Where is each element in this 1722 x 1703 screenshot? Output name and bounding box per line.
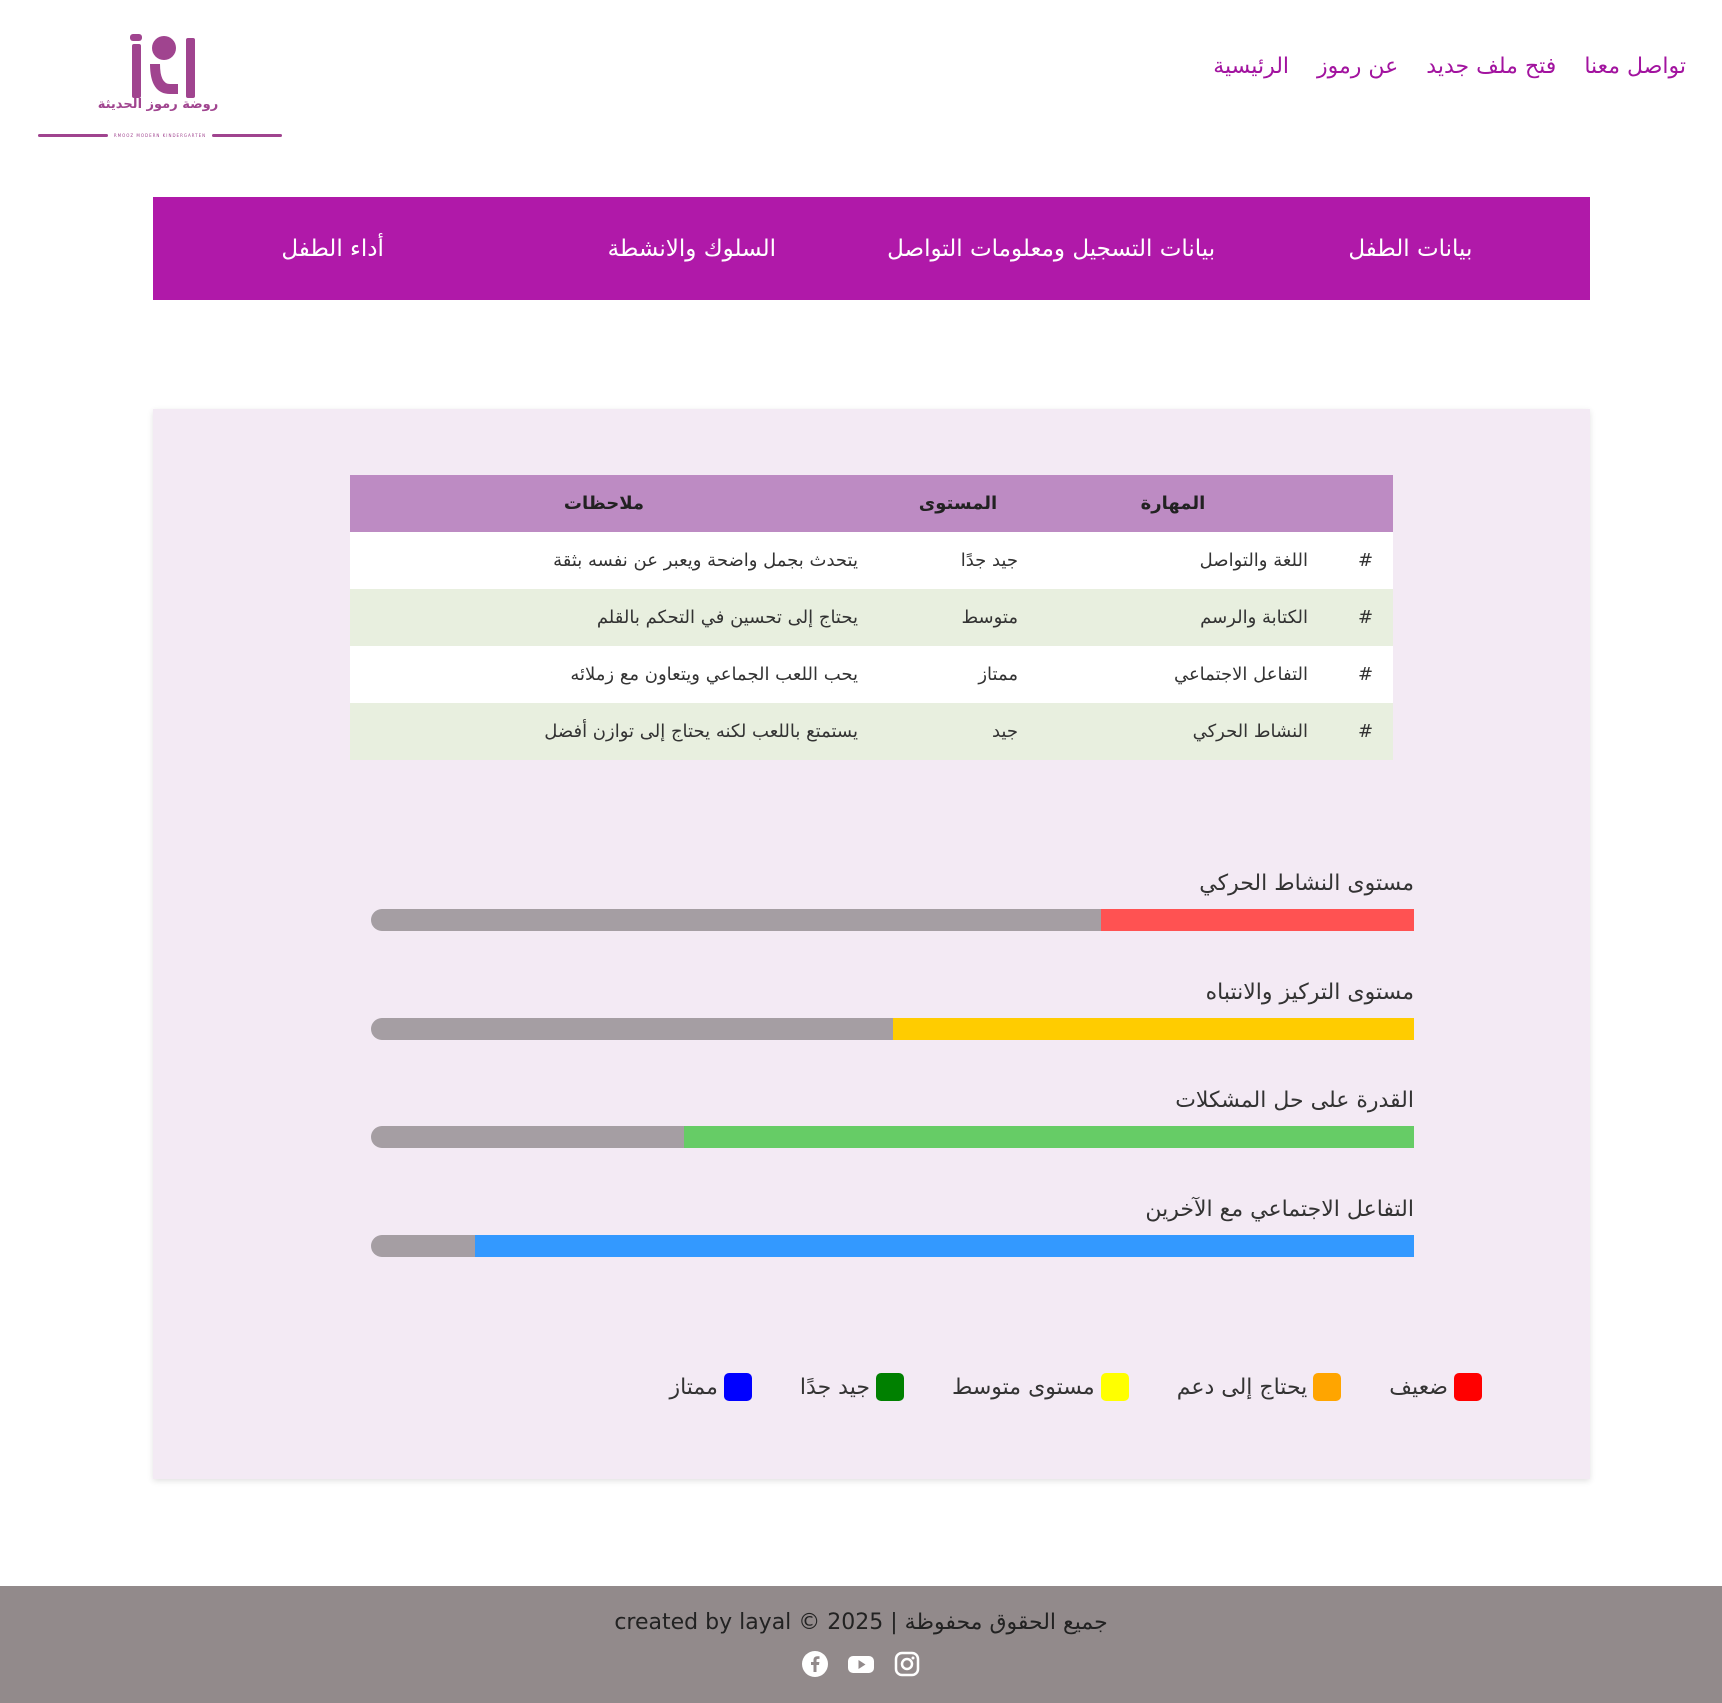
logo-line-left — [38, 134, 108, 137]
legend-label: يحتاج إلى دعم — [1176, 1374, 1308, 1400]
row-skill: النشاط الحركي — [1038, 703, 1338, 760]
legend-label: ممتاز — [669, 1374, 718, 1400]
row-level: ممتاز — [898, 646, 1038, 703]
progress-fill — [893, 1018, 1415, 1040]
row-num: # — [1338, 589, 1393, 646]
progress-social — [371, 1193, 1414, 1257]
legend-item-very-good — [800, 1373, 904, 1401]
tab-child-data[interactable]: بيانات الطفل — [1348, 235, 1473, 262]
row-skill: الكتابة والرسم — [1038, 589, 1338, 646]
top-nav — [1213, 54, 1686, 79]
row-skill: اللغة والتواصل — [1038, 532, 1338, 589]
progress-track — [371, 1018, 1414, 1040]
row-notes: يحتاج إلى تحسين في التحكم بالقلم — [350, 589, 898, 646]
progress-label: القدرة على حل المشكلات — [1175, 1088, 1414, 1113]
progress-focus — [371, 976, 1414, 1040]
tab-behavior[interactable]: السلوك والانشطة — [607, 235, 777, 262]
row-notes: يتحدث بجمل واضحة ويعبر عن نفسه بثقة — [350, 532, 898, 589]
table-row — [350, 703, 1393, 760]
row-level: متوسط — [898, 589, 1038, 646]
progress-label: مستوى التركيز والانتباه — [1205, 980, 1414, 1005]
nav-new-file[interactable]: فتح ملف جديد — [1426, 54, 1557, 79]
legend-label: مستوى متوسط — [951, 1374, 1095, 1400]
nav-home[interactable]: الرئيسية — [1213, 54, 1290, 79]
nav-contact[interactable]: تواصل معنا — [1584, 54, 1686, 79]
progress-track — [371, 1235, 1414, 1257]
row-skill: التفاعل الاجتماعي — [1038, 646, 1338, 703]
table-header-row — [350, 475, 1393, 532]
table-row — [350, 589, 1393, 646]
nav-about[interactable]: عن رموز — [1317, 54, 1399, 79]
skills-table — [350, 475, 1393, 760]
legend-swatch — [876, 1373, 904, 1401]
social-links — [0, 1650, 1722, 1678]
progress-motor — [371, 867, 1414, 931]
legend-swatch — [1454, 1373, 1482, 1401]
legend-item-average — [952, 1373, 1129, 1401]
performance-panel — [153, 409, 1590, 1479]
progress-track — [371, 1126, 1414, 1148]
logo-subtitle: RMOOZ MODERN KINDERGARTEN — [113, 132, 207, 138]
logo-subtitle-row — [38, 130, 282, 140]
header-level: المستوى — [898, 475, 1038, 532]
legend-label: ضعيف — [1389, 1374, 1448, 1400]
row-notes: يحب اللعب الجماعي ويتعاون مع زملائه — [350, 646, 898, 703]
progress-fill — [475, 1235, 1414, 1257]
instagram-icon[interactable] — [893, 1650, 921, 1678]
progress-fill — [1101, 909, 1414, 931]
logo-mark-icon — [130, 34, 214, 100]
row-level: جيد جدًا — [898, 532, 1038, 589]
row-num: # — [1338, 532, 1393, 589]
logo-title: روضة رموز الحديثة — [97, 97, 219, 112]
facebook-icon[interactable] — [801, 1650, 829, 1678]
legend-swatch — [1313, 1373, 1341, 1401]
logo-line-right — [212, 134, 282, 137]
table-row — [350, 646, 1393, 703]
header-notes: ملاحظات — [350, 475, 898, 532]
legend-item-needs-support — [1177, 1373, 1342, 1401]
header-num — [1338, 475, 1393, 532]
legend-item-weak — [1389, 1373, 1482, 1401]
row-num: # — [1338, 703, 1393, 760]
tab-performance[interactable]: أداء الطفل — [281, 235, 384, 262]
progress-track — [371, 909, 1414, 931]
table-row — [350, 532, 1393, 589]
legend-item-excellent — [669, 1373, 751, 1401]
progress-problem-solving — [371, 1084, 1414, 1148]
tab-registration[interactable]: بيانات التسجيل ومعلومات التواصل — [887, 235, 1216, 262]
footer-copyright: جميع الحقوق محفوظة | created by layal © 2025 — [614, 1610, 1108, 1635]
legend-swatch — [724, 1373, 752, 1401]
row-notes: يستمتع باللعب لكنه يحتاج إلى توازن أفضل — [350, 703, 898, 760]
header-skill: المهارة — [1038, 475, 1338, 532]
legend-label: جيد جدًا — [799, 1374, 870, 1400]
tabs-bar — [153, 197, 1590, 300]
progress-fill — [684, 1126, 1414, 1148]
youtube-icon[interactable] — [847, 1650, 875, 1678]
row-level: جيد — [898, 703, 1038, 760]
legend — [669, 1373, 1482, 1401]
footer — [0, 1586, 1722, 1703]
progress-label: التفاعل الاجتماعي مع الآخرين — [1145, 1197, 1414, 1222]
logo[interactable] — [22, 22, 294, 144]
row-num: # — [1338, 646, 1393, 703]
legend-swatch — [1101, 1373, 1129, 1401]
progress-label: مستوى النشاط الحركي — [1199, 871, 1414, 896]
